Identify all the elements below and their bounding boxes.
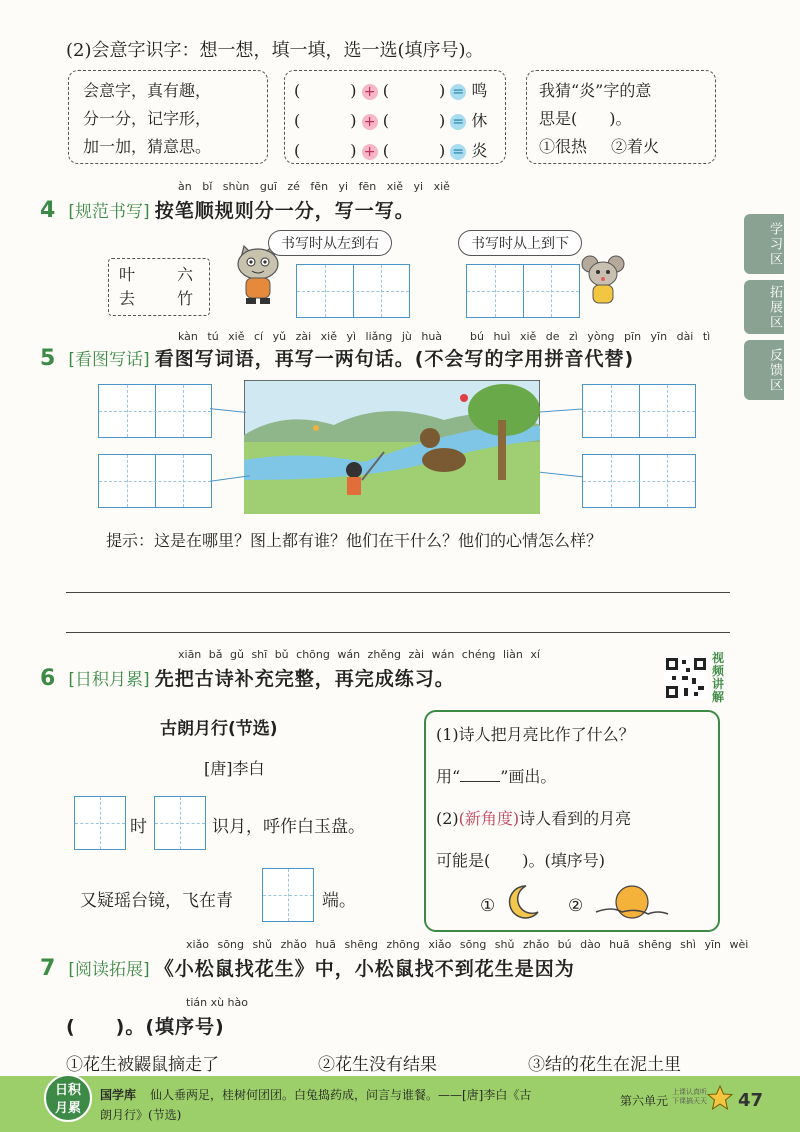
guess-line[interactable]: 思是( )。 [539,109,632,128]
char: 叶 [119,265,136,284]
footer-badge: 日积 月累 [44,1074,92,1122]
option-1[interactable]: ①很热 [539,137,588,156]
connector-line [210,408,246,413]
q4-pinyin: àn bǐ shùn guī zé fēn yi fēn xiě yi xiě [178,180,450,193]
unit-label: 第六单元 [620,1094,669,1108]
q4-tag: [规范书写] [68,202,150,222]
equation-result: 炎 [471,141,488,160]
qr-label: 视频讲解 [712,651,725,704]
q4-text: 按笔顺规则分一分，写一写。 [154,200,415,222]
option-2[interactable]: ② [568,896,584,916]
poem-text: 识月，呼作白玉盘。 [212,817,365,837]
q7-option[interactable]: ②花生没有结果 [318,1055,437,1075]
answer-line[interactable] [66,632,730,633]
plus-icon: + [362,84,378,100]
crescent-moon-icon [502,882,542,922]
plus-icon: + [362,144,378,160]
poem-text: 时 [130,817,147,837]
option-1[interactable]: ① [480,896,496,916]
exercise-1: (1)诗人把月亮比作了什么？ [436,725,635,744]
writing-grid[interactable] [154,796,206,850]
connector-line [540,472,582,477]
writing-grid[interactable] [582,454,696,508]
option-2[interactable]: ②着火 [611,137,660,156]
footer-slogan: 上课认真听 下课搞天天 [672,1088,707,1105]
poem-text: 又疑瑶台镜，飞在青 [80,891,233,911]
q5-pinyin: kàn tú xiě cí yǔ zài xiě yì liǎng jù huà [178,330,443,343]
q3-2-title: (2)会意字识字：想一想，填一填，选一选(填序号)。 [66,40,484,61]
equation-row[interactable]: ( ) + ( ) = 休 [294,111,488,130]
guess-line: 我猜“炎”字的意 [539,81,652,100]
equals-icon: = [450,84,466,100]
tab-study[interactable]: 学习区 [744,214,784,274]
speech-bubble-right: 书写时从上到下 [458,230,582,256]
page-number: 47 [738,1090,764,1111]
writing-grid[interactable] [98,384,212,438]
scene-picture [244,380,540,514]
q7-number: 7 [40,956,56,981]
writing-grid[interactable] [582,384,696,438]
q7-answer-blank[interactable]: ( )。(填序号) [66,1016,225,1038]
star-icon [706,1084,734,1112]
q5-hint: 提示：这是在哪里？图上都有谁？他们在干什么？他们的心情怎么样？ [106,531,603,550]
equation-row[interactable]: ( ) + ( ) = 鸣 [294,81,488,100]
rhyme-line: 加一加，猜意思。 [83,137,212,156]
footer-text: 仙人垂两足，桂树何团团。白兔捣药成，问言与谁餐。——[唐]李白《古 [150,1088,532,1102]
q7-text: 《小松鼠找花生》中，小松鼠找不到花生是因为 [154,958,575,980]
char-box [108,258,210,316]
writing-grid[interactable] [74,796,126,850]
q4-number: 4 [40,198,56,223]
exercise-1-blank[interactable]: 用“ ”画出。 [436,767,557,786]
mouse-icon [580,254,626,308]
tab-extend[interactable]: 拓展区 [744,280,784,334]
exercise-box [424,710,720,932]
q6-pinyin: xiān bǎ gǔ shī bǔ chōng wán zhěng zài wán chéng liàn xí [178,648,540,661]
q7-option[interactable]: ③结的花生在泥土里 [528,1055,681,1075]
rhyme-line: 会意字，真有趣， [83,81,212,100]
q5-text: 看图写词语，再写一两句话。(不会写的字用拼音代替) [154,348,635,370]
poem-author: [唐]李白 [204,759,265,778]
q7-tag: [阅读拓展] [68,960,150,980]
char: 竹 [177,289,194,308]
writing-grid[interactable] [296,264,410,318]
exercise-2: (2)(新角度)诗人看到的月亮 [436,809,632,828]
speech-bubble-left: 书写时从左到右 [268,230,392,256]
equation-result: 休 [471,111,488,130]
equation-row[interactable]: ( ) + ( ) = 炎 [294,141,488,160]
new-angle-tag: (新角度) [458,809,520,828]
plus-icon: + [362,114,378,130]
tab-feedback[interactable]: 反馈区 [744,340,784,400]
q7-option[interactable]: ①花生被鼹鼠摘走了 [66,1055,219,1075]
equals-icon: = [450,144,466,160]
exercise-2-blank[interactable]: 可能是( )。(填序号) [436,851,605,870]
writing-grid[interactable] [262,868,314,922]
rhyme-box [68,70,268,164]
equation-result: 鸣 [471,81,488,100]
q6-tag: [日积月累] [68,670,150,690]
q6-number: 6 [40,666,56,691]
footer-text: 朗月行》(节选) [100,1108,182,1122]
answer-line[interactable] [66,592,730,593]
footer-label: 国学库 [100,1088,137,1102]
rhyme-line: 分一分，记字形， [83,109,212,128]
equals-icon: = [450,114,466,130]
char: 六 [177,265,194,284]
qr-code-icon[interactable] [664,656,708,700]
poem-text: 端。 [322,891,356,911]
q7-pinyin: xiǎo sōng shǔ zhǎo huā shēng zhōng xiǎo sōng shǔ zhǎo bú dào huā shēng shì yīn wèi [186,938,749,951]
connector-line [540,409,582,413]
guess-box [526,70,716,164]
q5-pinyin: bú huì xiě de zì yòng pīn yīn dài tì [470,330,711,343]
q5-number: 5 [40,346,56,371]
poem-title: 古朗月行(节选) [160,719,278,739]
writing-grid[interactable] [98,454,212,508]
writing-grid[interactable] [466,264,580,318]
q6-text: 先把古诗补充完整，再完成练习。 [154,668,455,690]
char: 去 [119,289,136,308]
q7-pinyin-2: tián xù hào [186,996,248,1009]
full-moon-icon [592,882,670,924]
q5-tag: [看图写话] [68,350,150,370]
